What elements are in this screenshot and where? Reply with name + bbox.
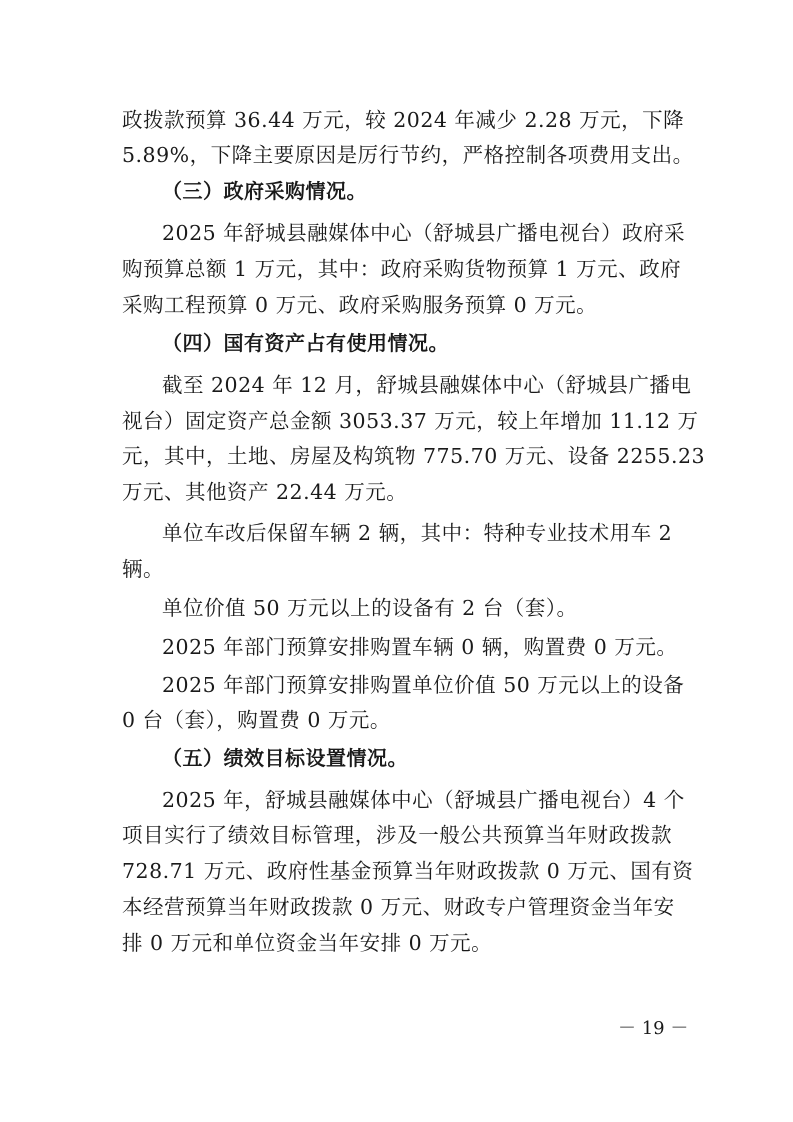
- paragraph-line: 万元、其他资产 22.44 万元。: [122, 480, 408, 504]
- paragraph-line: 728.71 万元、政府性基金预算当年财政拨款 0 万元、国有资: [122, 859, 694, 883]
- paragraph-line: 项目实行了绩效目标管理，涉及一般公共预算当年财政拨款: [122, 823, 672, 847]
- paragraph-line: 截至 2024 年 12 月，舒城县融媒体中心（舒城县广播电: [162, 373, 692, 397]
- paragraph-line: 政拨款预算 36.44 万元，较 2024 年减少 2.28 万元，下降: [122, 108, 685, 132]
- section-heading-procurement: （三）政府采购情况。: [162, 179, 367, 203]
- paragraph-line: 5.89%，下降主要原因是厉行节约，严格控制各项费用支出。: [122, 143, 694, 167]
- section-heading-assets: （四）国有资产占有使用情况。: [162, 331, 449, 355]
- paragraph-line: 2025 年，舒城县融媒体中心（舒城县广播电视台）4 个: [162, 788, 685, 812]
- section-heading-performance: （五）绩效目标设置情况。: [162, 746, 408, 770]
- paragraph-line: 2025 年部门预算安排购置单位价值 50 万元以上的设备: [162, 673, 685, 697]
- paragraph-line: 购预算总额 1 万元，其中：政府采购货物预算 1 万元、政府: [122, 257, 682, 281]
- paragraph-line: 0 台（套），购置费 0 万元。: [122, 708, 391, 732]
- paragraph-line: 排 0 万元和单位资金当年安排 0 万元。: [122, 931, 493, 955]
- paragraph-line: 单位价值 50 万元以上的设备有 2 台（套）。: [162, 596, 578, 620]
- paragraph-line: 视台）固定资产总金额 3053.37 万元，较上年增加 11.12 万: [122, 409, 699, 433]
- paragraph-line: 元，其中，土地、房屋及构筑物 775.70 万元、设备 2255.23: [122, 444, 706, 468]
- page-number: － 19 －: [618, 1018, 689, 1039]
- paragraph-line: 2025 年部门预算安排购置车辆 0 辆，购置费 0 万元。: [162, 635, 678, 659]
- paragraph-line: 采购工程预算 0 万元、政府采购服务预算 0 万元。: [122, 293, 598, 317]
- paragraph-line: 2025 年舒城县融媒体中心（舒城县广播电视台）政府采: [162, 221, 686, 245]
- paragraph-line: 辆。: [122, 557, 164, 581]
- paragraph-line: 本经营预算当年财政拨款 0 万元、财政专户管理资金当年安: [122, 895, 675, 919]
- paragraph-line: 单位车改后保留车辆 2 辆，其中：特种专业技术用车 2: [162, 521, 673, 545]
